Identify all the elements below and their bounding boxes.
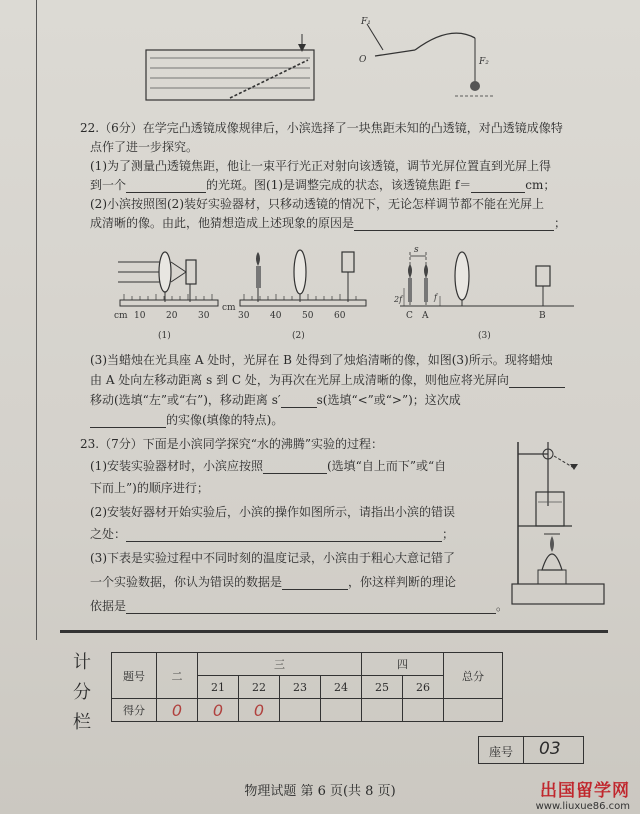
score-total-value[interactable] (444, 699, 503, 722)
theory-basis-blank[interactable] (126, 601, 496, 614)
q23-part2-a: (2)安装好器材开始实验后，小滨的操作如图所示，请指出小滨的错误 (90, 505, 456, 519)
score-header-part2: 二 (157, 653, 198, 699)
q22-heading-2: 点作了进一步探究。 (90, 140, 199, 154)
fig1-label: (1) (158, 331, 171, 341)
force-f2-label: F₂ (479, 57, 489, 67)
score-q25: 25 (362, 676, 403, 699)
q23-heading: 23.（7分）下面是小滨同学探究“水的沸腾”实验的过程： (80, 437, 383, 451)
site-watermark (536, 776, 630, 812)
fig3-C: C (406, 311, 413, 321)
fig3-label: (3) (478, 331, 491, 341)
score-side-char-2: 分 (73, 682, 91, 703)
score-side-char-3: 栏 (73, 712, 91, 733)
q22-part2-b (90, 215, 566, 231)
q22-heading: 22.（6分）在学完凸透镜成像规律后，小滨选择了一块焦距未知的凸透镜，对凸透镜成像特 (80, 121, 563, 135)
fig3-2f: 2f (394, 295, 403, 304)
optics-figures (110, 240, 580, 348)
score-side-char-1: 计 (73, 652, 91, 673)
lever-force-figure (355, 14, 505, 104)
assembly-order-blank[interactable] (263, 461, 327, 474)
q23-part1-a (90, 458, 446, 474)
score-q23-value[interactable] (280, 699, 321, 722)
watermark-title: 出国留学网 (540, 781, 630, 801)
fig1-tick-30: 30 (198, 311, 210, 321)
score-q21-value[interactable]: 0 (198, 699, 239, 722)
focal-length-blank[interactable] (471, 180, 525, 193)
q22-part1-b-unit: cm； (525, 178, 556, 192)
refraction-tank-figure (140, 28, 320, 108)
q22-part3-a: (3)当蜡烛在光具座 A 处时，光屏在 B 处得到了烛焰清晰的像，如图(3)所示。现将蜡烛 (90, 353, 553, 367)
boiling-apparatus-figure (508, 434, 608, 614)
fig2-cm: cm (222, 303, 236, 313)
page-footer: 物理试题 第 6 页(共 8 页) (244, 784, 396, 799)
fig3-f: f (434, 293, 437, 302)
score-q26-value[interactable] (403, 699, 444, 722)
score-q24-value[interactable] (321, 699, 362, 722)
q23-part2-b-end: ； (442, 527, 455, 541)
seat-value[interactable]: 03 (539, 739, 561, 759)
q23-part1-a-pre: (1)安装实验器材时，小滨应按照 (90, 459, 263, 473)
screen-direction-blank[interactable] (509, 375, 565, 388)
seat-label: 座号 (489, 745, 514, 759)
figure-2 (222, 250, 366, 341)
fig3-B: B (539, 311, 546, 321)
score-header-question: 题号 (112, 653, 157, 699)
q22-part3-d-text: 的实像(填像的特点)。 (166, 413, 284, 427)
fig3-A: A (422, 311, 429, 321)
score-q21: 21 (198, 676, 239, 699)
score-divider (60, 630, 608, 633)
q23-part3-b (90, 574, 456, 590)
fig1-cm: cm (114, 311, 128, 321)
q22-part1-b-mid: 的光斑。图(1)是调整完成的状态，该透镜焦距 f＝ (206, 178, 472, 192)
q22-part1-b-pre: 到一个 (90, 178, 127, 192)
q22-part2-b-text: 成清晰的像。由此，他猜想造成上述现象的原因是 (90, 216, 355, 230)
q23-part3-c (90, 598, 508, 614)
spot-answer-blank[interactable] (126, 180, 206, 193)
q23-part3-b-pre: 一个实验数据，你认为错误的数据是 (90, 575, 283, 589)
score-row-label: 得分 (112, 699, 157, 722)
q23-part3-a: (3)下表是实验过程中不同时刻的温度记录，小滨由于粗心大意记错了 (90, 551, 456, 565)
seat-number-box (478, 736, 584, 764)
q22-part1-b (90, 177, 555, 193)
score-q23: 23 (280, 676, 321, 699)
score-header-total: 总分 (444, 653, 503, 699)
q23-part3-c-end: 。 (496, 599, 509, 613)
score-part2-value[interactable]: 0 (157, 699, 198, 722)
score-q25-value[interactable] (362, 699, 403, 722)
q23-part1-b: 下而上”)的顺序进行； (90, 481, 209, 495)
page-margin-line (36, 0, 37, 640)
image-property-blank[interactable] (90, 415, 166, 428)
figure-3 (393, 245, 574, 341)
distance-compare-blank[interactable] (281, 395, 317, 408)
reason-answer-blank[interactable] (354, 218, 554, 231)
q23-part2-b (90, 526, 454, 542)
q22-part3-c-pre: 移动(选填“左”或“右”)，移动距离 s′ (90, 393, 281, 407)
fig2-tick-40: 40 (270, 311, 282, 321)
q22-part3-c-mid: s(选填“<”或“>”)；这次成 (316, 393, 461, 407)
score-side-title (72, 648, 92, 738)
score-header-part3: 三 (198, 653, 362, 676)
force-f1-label: F₁ (361, 17, 371, 27)
q23-part3-b-post: ，你这样判断的理论 (348, 575, 457, 589)
fig2-tick-30: 30 (238, 311, 250, 321)
score-q22: 22 (239, 676, 280, 699)
figure-1 (114, 252, 218, 341)
q22-part3-b-text: 由 A 处向左移动距离 s 到 C 处，为再次在光屏上成清晰的像，则他应将光屏向 (90, 373, 509, 387)
q22-part2-b-end: ； (554, 216, 567, 230)
q23-part2-b-text: 之处： (90, 527, 127, 541)
score-table (111, 652, 503, 722)
fig1-tick-20: 20 (166, 311, 178, 321)
q22-part3-b (90, 372, 565, 388)
fig2-tick-50: 50 (302, 311, 314, 321)
fig2-tick-60: 60 (334, 311, 346, 321)
score-q22-value[interactable]: 0 (239, 699, 280, 722)
score-q24: 24 (321, 676, 362, 699)
score-q26: 26 (403, 676, 444, 699)
fig1-tick-10: 10 (134, 311, 146, 321)
mistake-answer-blank[interactable] (126, 529, 442, 542)
q22-part1-a: (1)为了测量凸透镜焦距，他让一束平行光正对射向该透镜，调节光屏位置直到光屏上得 (90, 159, 552, 173)
q23-part1-a-post: (选填“自上而下”或“自 (327, 459, 447, 473)
fig2-label: (2) (292, 331, 305, 341)
q22-part3-d (90, 412, 283, 428)
wrong-data-blank[interactable] (282, 577, 348, 590)
q22-part2-a: (2)小滨按照图(2)装好实验器材，只移动透镜的情况下，无论怎样调节都不能在光屏上 (90, 197, 544, 211)
fig3-s: s (414, 245, 419, 255)
q22-part3-c (90, 392, 461, 408)
seat-divider (523, 737, 524, 763)
q23-part3-c-text: 依据是 (90, 599, 127, 613)
pivot-o-label: O (359, 55, 367, 65)
score-header-part4: 四 (362, 653, 444, 676)
watermark-url: www.liuxue86.com (535, 801, 630, 812)
